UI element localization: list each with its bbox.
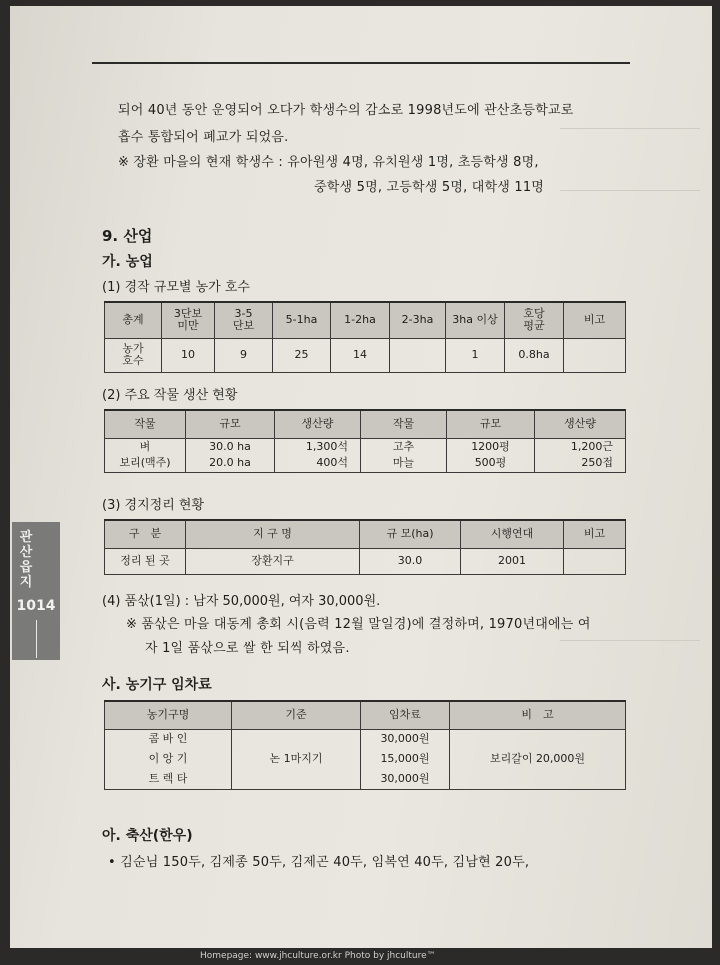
table-cell: 1,300석	[275, 438, 361, 455]
document-page	[10, 6, 712, 948]
table-cell: 0.8ha	[505, 338, 564, 372]
table-header-cell: 기준	[232, 701, 361, 729]
table-row	[105, 548, 626, 574]
table-row	[105, 455, 626, 472]
table-header-row	[105, 410, 626, 438]
table-header-cell: 3ha 이상	[446, 302, 505, 338]
table-header-cell: 비고	[564, 302, 626, 338]
table-header-row	[105, 520, 626, 548]
table-row	[105, 438, 626, 455]
livestock-list: • 김순님 150두, 김제종 50두, 김제곤 40두, 임복연 40두, 김남현 20두,	[108, 855, 530, 870]
table-header-cell: 총계	[105, 302, 162, 338]
farm-size-table	[104, 301, 626, 373]
top-rule	[92, 62, 630, 64]
table-header-cell: 농기구명	[105, 701, 232, 729]
side-tab-line	[36, 620, 37, 658]
equipment-rental-table	[104, 700, 626, 790]
table-cell: 장환지구	[186, 548, 360, 574]
table-cell: 1200평	[447, 438, 535, 455]
table-cell: 마늘	[361, 455, 447, 472]
table-header-row	[105, 302, 626, 338]
table-header-cell: 5-1ha	[273, 302, 331, 338]
table-cell: 30,000원	[361, 769, 450, 789]
table-header-cell: 3단보 미만	[162, 302, 215, 338]
table-cell: 500평	[447, 455, 535, 472]
table1-caption: (1) 경작 규모별 농가 호수	[102, 280, 250, 295]
table-cell: 1	[446, 338, 505, 372]
table-cell	[564, 338, 626, 372]
student-count-note: ※ 장환 마을의 현재 학생수 : 유아원생 4명, 유치원생 1명, 초등학생 8명,	[118, 155, 539, 170]
bleed-through-line	[560, 190, 700, 191]
table-cell: 논 1마지기	[232, 729, 361, 789]
table-header-cell: 비고	[564, 520, 626, 548]
table-cell	[390, 338, 446, 372]
table-header-cell: 3-5 단보	[215, 302, 273, 338]
table3-caption: (3) 경지정리 현황	[102, 498, 205, 513]
table-cell: 벼	[105, 438, 186, 455]
table-header-cell: 시행연대	[461, 520, 564, 548]
table-cell: 1,200근	[535, 438, 626, 455]
intro-line-1: 되어 40년 동안 운영되어 오다가 학생수의 감소로 1998년도에 관산초등학교로	[118, 103, 574, 118]
table2-caption: (2) 주요 작물 생산 현황	[102, 388, 238, 403]
table-cell: 트 렉 타	[105, 769, 232, 789]
daily-wage: (4) 품삯(1일) : 남자 50,000원, 여자 30,000원.	[102, 594, 381, 609]
table-cell: 250접	[535, 455, 626, 472]
table-cell: 콤 바 인	[105, 729, 232, 749]
table-header-cell: 1-2ha	[331, 302, 390, 338]
bleed-through-line	[560, 640, 700, 641]
subsection-agriculture: 가. 농업	[102, 254, 153, 270]
wage-note-2: 자 1일 품삯으로 쌀 한 되씩 하였음.	[145, 641, 350, 656]
table-header-cell: 비 고	[450, 701, 626, 729]
land-consolidation-table	[104, 519, 626, 575]
table-header-cell: 지 구 명	[186, 520, 360, 548]
crop-production-table	[104, 409, 626, 473]
table-cell: 9	[215, 338, 273, 372]
table-cell: 이 앙 기	[105, 749, 232, 769]
table-cell: 30,000원	[361, 729, 450, 749]
page-number: 1014	[16, 598, 56, 614]
subsection-livestock: 아. 축산(한우)	[102, 828, 193, 844]
section-title-industry: 9. 산업	[102, 227, 153, 245]
table-cell: 2001	[461, 548, 564, 574]
table-cell: 20.0 ha	[186, 455, 275, 472]
table-cell: 400석	[275, 455, 361, 472]
table-header-cell: 구 분	[105, 520, 186, 548]
table-header-cell: 규모	[447, 410, 535, 438]
table-cell: 14	[331, 338, 390, 372]
table-row	[105, 729, 626, 749]
intro-line-2: 흡수 통합되어 폐교가 되었음.	[118, 130, 289, 145]
table-header-cell: 2-3ha	[390, 302, 446, 338]
table-cell: 고추	[361, 438, 447, 455]
table-cell: 보리(맥주)	[105, 455, 186, 472]
wage-note-1: ※ 품삯은 마을 대동계 총회 시(음력 12월 말일경)에 결정하며, 1970년대에는 여	[126, 617, 591, 632]
side-tab-title: 관산읍지	[19, 530, 33, 590]
table-cell: 25	[273, 338, 331, 372]
photo-credit: Homepage: www.jhculture.or.kr Photo by jhculture™	[200, 951, 436, 961]
subsection-equipment-rental: 사. 농기구 임차료	[102, 677, 212, 693]
table-cell: 농가 호수	[105, 338, 162, 372]
table-cell: 30.0	[360, 548, 461, 574]
student-count-note-cont: 중학생 5명, 고등학생 5명, 대학생 11명	[314, 180, 545, 195]
table-header-row	[105, 701, 626, 729]
table-cell: 정리 된 곳	[105, 548, 186, 574]
table-row	[105, 338, 626, 372]
table-header-cell: 호당 평균	[505, 302, 564, 338]
table-cell: 30.0 ha	[186, 438, 275, 455]
table-cell: 15,000원	[361, 749, 450, 769]
table-cell: 보리갈이 20,000원	[450, 729, 626, 789]
table-cell	[564, 548, 626, 574]
table-header-cell: 작물	[105, 410, 186, 438]
table-header-cell: 생산량	[535, 410, 626, 438]
table-header-cell: 규 모(ha)	[360, 520, 461, 548]
table-header-cell: 생산량	[275, 410, 361, 438]
table-header-cell: 임차료	[361, 701, 450, 729]
table-header-cell: 규모	[186, 410, 275, 438]
table-header-cell: 작물	[361, 410, 447, 438]
bleed-through-line	[560, 128, 700, 129]
table-cell: 10	[162, 338, 215, 372]
